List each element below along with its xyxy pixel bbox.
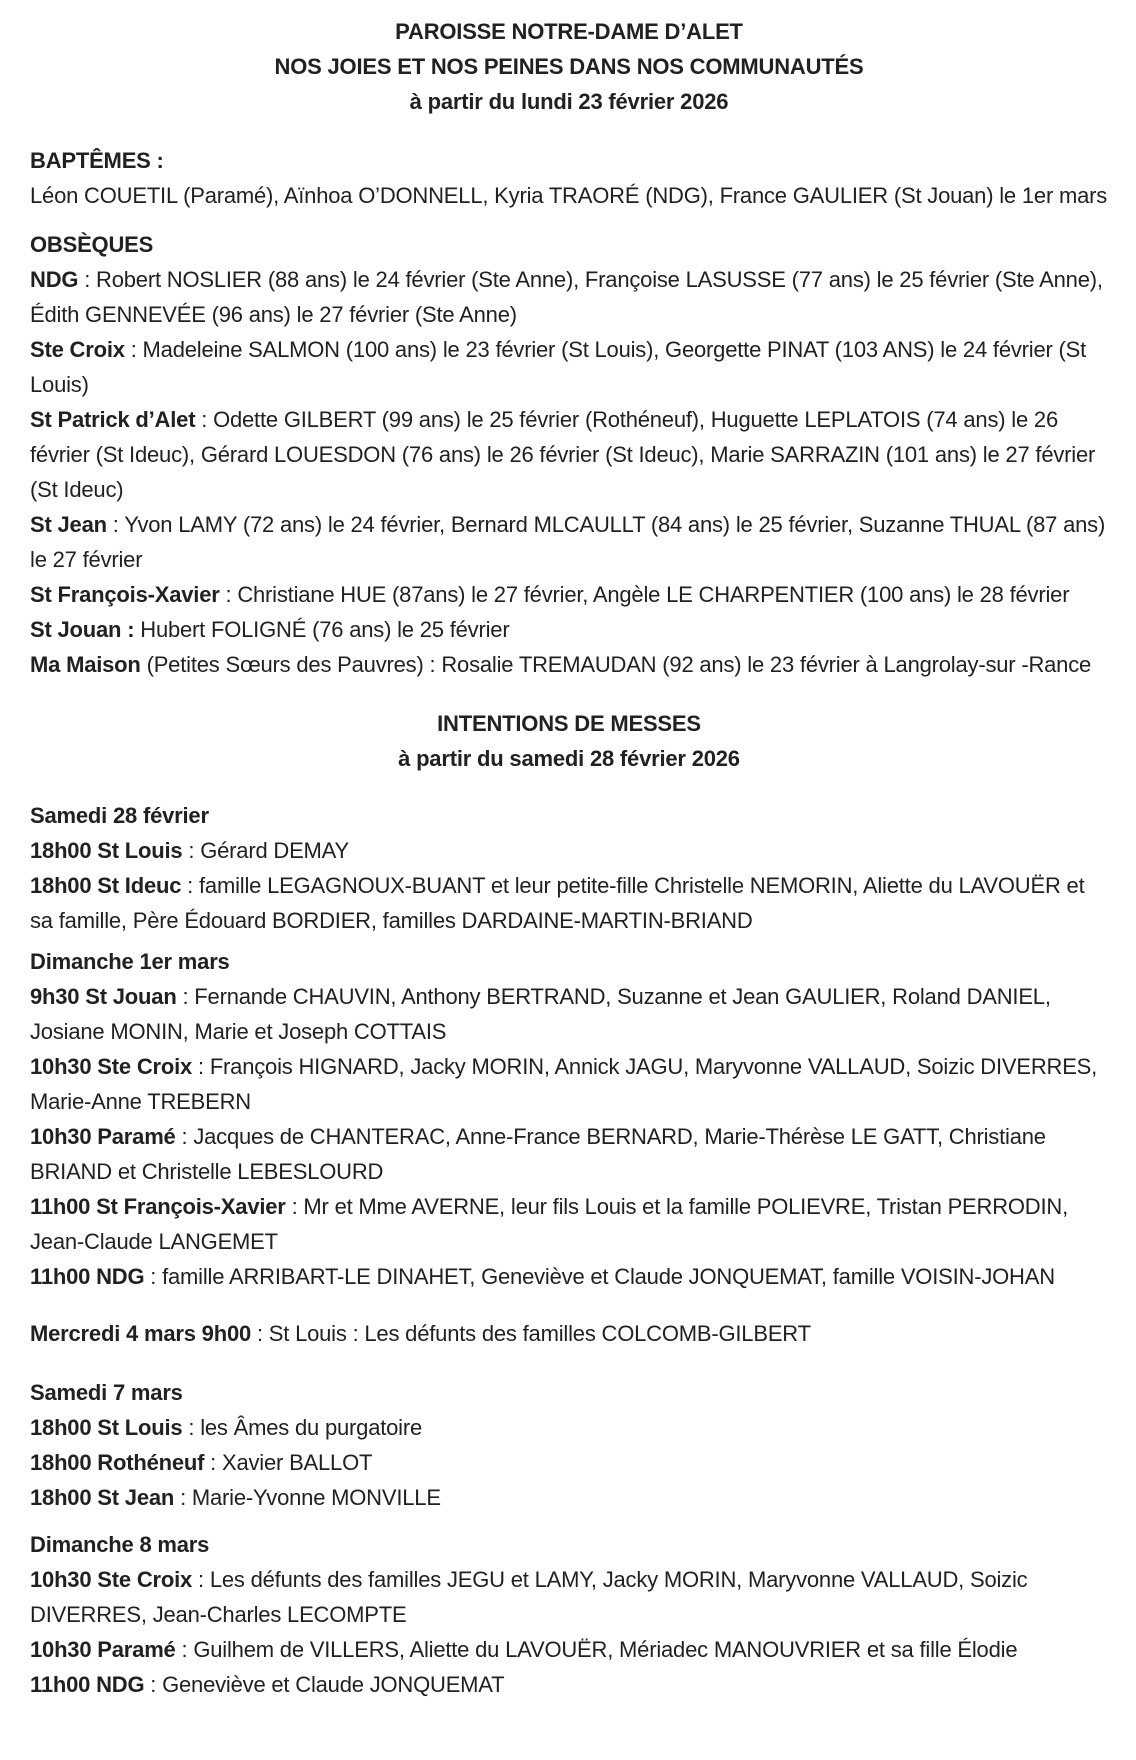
messe-samedi7-18h00-st-jean xyxy=(30,1480,1108,1515)
text-run-bold: 11h00 NDG xyxy=(30,1264,145,1289)
title-line-1 xyxy=(30,14,1108,49)
text-run: Hubert FOLIGNÉ (76 ans) le 25 février xyxy=(134,617,510,642)
text-run: : François HIGNARD, Jacky MORIN, Annick JAGU, Maryvonne VALLAUD, Soizic DIVERRES, Marie-Anne TREBERN xyxy=(30,1054,1098,1114)
messe-dimanche8-11h00-ndg xyxy=(30,1667,1108,1702)
text-run-bold: Mercredi 4 mars 9h00 xyxy=(30,1321,252,1346)
text-run-bold: 10h30 Paramé xyxy=(30,1124,176,1149)
text-run: : Robert NOSLIER (88 ans) le 24 février (Ste Anne), Françoise LASUSSE (77 ans) le 25 février (Ste Anne), Édith GENNEVÉE (96 ans) le 27 février (Ste Anne) xyxy=(30,267,1103,327)
paragraph-gap xyxy=(30,1294,1108,1316)
obseques-ma-maison xyxy=(30,647,1108,682)
text-run: : les Âmes du purgatoire xyxy=(182,1415,423,1440)
text-run-bold: 18h00 Rothéneuf xyxy=(30,1450,205,1475)
text-run-bold: 18h00 St Ideuc xyxy=(30,873,182,898)
text-run-bold: Dimanche 8 mars xyxy=(30,1532,210,1557)
text-run-bold: 11h00 NDG xyxy=(30,1672,145,1697)
messe-dimanche8-10h30-ste-croix xyxy=(30,1562,1108,1632)
text-run-bold: 11h00 St François-Xavier xyxy=(30,1194,286,1219)
text-run-bold: Ma Maison xyxy=(30,652,141,677)
text-run-bold: Ste Croix xyxy=(30,337,125,362)
text-run-bold: St François-Xavier xyxy=(30,582,220,607)
text-run-bold: 9h30 St Jouan xyxy=(30,984,177,1009)
text-run-bold: 10h30 Paramé xyxy=(30,1637,176,1662)
text-run-bold: St Jean xyxy=(30,512,107,537)
messe-samedi28-18h00-st-ideuc xyxy=(30,868,1108,938)
messe-dimanche1-10h30-parame xyxy=(30,1119,1108,1189)
text-run-bold: à partir du lundi 23 février 2026 xyxy=(409,89,729,114)
text-run: : Geneviève et Claude JONQUEMAT xyxy=(144,1672,505,1697)
paragraph-gap xyxy=(30,682,1108,706)
title-line-2 xyxy=(30,49,1108,84)
obseques-st-jouan xyxy=(30,612,1108,647)
text-run: : Fernande CHAUVIN, Anthony BERTRAND, Suzanne et Jean GAULIER, Roland DANIEL, Josiane MONIN, Marie et Joseph COTTAIS xyxy=(30,984,1051,1044)
text-run: Léon COUETIL (Paramé), Aïnhoa O’DONNELL, Kyria TRAORÉ (NDG), France GAULIER (St Jouan) le 1er mars xyxy=(30,183,1108,208)
text-run: : Marie-Yvonne MONVILLE xyxy=(174,1485,441,1510)
text-run: : Les défunts des familles JEGU et LAMY, Jacky MORIN, Maryvonne VALLAUD, Soizic DIVERRES, Jean-Charles LECOMPTE xyxy=(30,1567,1028,1627)
text-run: : Jacques de CHANTERAC, Anne-France BERNARD, Marie-Thérèse LE GATT, Christiane BRIAND et Christelle LEBESLOURD xyxy=(30,1124,1046,1184)
text-run-bold: NOS JOIES ET NOS PEINES DANS NOS COMMUNAUTÉS xyxy=(274,54,864,79)
obseques-st-jean xyxy=(30,507,1108,577)
messe-samedi7-18h00-rotheneuf xyxy=(30,1445,1108,1480)
messe-dimanche1-11h00-ndg xyxy=(30,1259,1108,1294)
text-run-bold: 10h30 Ste Croix xyxy=(30,1567,193,1592)
text-run-bold: 10h30 Ste Croix xyxy=(30,1054,193,1079)
text-run-bold: PAROISSE NOTRE-DAME D’ALET xyxy=(395,19,743,44)
text-run: : Mr et Mme AVERNE, leur fils Louis et la famille POLIEVRE, Tristan PERRODIN, Jean-Claude LANGEMET xyxy=(30,1194,1069,1254)
obseques-ste-croix xyxy=(30,332,1108,402)
paragraph-gap xyxy=(30,213,1108,227)
text-run-bold: INTENTIONS DE MESSES xyxy=(437,711,701,736)
text-run-bold: Dimanche 1er mars xyxy=(30,949,230,974)
text-run: : Madeleine SALMON (100 ans) le 23 février (St Louis), Georgette PINAT (103 ANS) le 24 février (St Louis) xyxy=(30,337,1087,397)
messe-dimanche1-11h00-st-francois-xavier xyxy=(30,1189,1108,1259)
paragraph-gap xyxy=(30,1515,1108,1527)
title-line-3 xyxy=(30,84,1108,119)
text-run: : Guilhem de VILLERS, Aliette du LAVOUËR, Mériadec MANOUVRIER et sa fille Élodie xyxy=(175,1637,1018,1662)
text-run: : Odette GILBERT (99 ans) le 25 février (Rothéneuf), Huguette LEPLATOIS (74 ans) le 26 février (St Ideuc), Gérard LOUESDON (76 ans) le 26 février (St Ideuc), Marie SARRAZIN (101 ans) le 27 février (St Ideuc) xyxy=(30,407,1096,502)
messe-mercredi-4-mars xyxy=(30,1316,1108,1351)
text-run: : Xavier BALLOT xyxy=(204,1450,373,1475)
date-heading-dimanche-8-mars xyxy=(30,1527,1108,1562)
text-run-bold: St Patrick d’Alet xyxy=(30,407,196,432)
messe-dimanche1-10h30-ste-croix xyxy=(30,1049,1108,1119)
text-run: : Christiane HUE (87ans) le 27 février, Angèle LE CHARPENTIER (100 ans) le 28 février xyxy=(219,582,1070,607)
date-heading-dimanche-1er-mars xyxy=(30,944,1108,979)
text-run-bold: St Jouan : xyxy=(30,617,135,642)
text-run: (Petites Sœurs des Pauvres) : Rosalie TREMAUDAN (92 ans) le 23 février à Langrolay-sur -Rance xyxy=(140,652,1092,677)
messe-samedi7-18h00-st-louis xyxy=(30,1410,1108,1445)
text-run-bold: OBSÈQUES xyxy=(30,232,154,257)
paragraph-gap xyxy=(30,1351,1108,1375)
messe-dimanche1-9h30-st-jouan xyxy=(30,979,1108,1049)
text-run-bold: Samedi 28 février xyxy=(30,803,209,828)
messe-dimanche8-10h30-parame xyxy=(30,1632,1108,1667)
section-heading-obseques xyxy=(30,227,1108,262)
text-run-bold: 18h00 St Jean xyxy=(30,1485,175,1510)
date-heading-samedi-7-mars xyxy=(30,1375,1108,1410)
text-run: : Gérard DEMAY xyxy=(182,838,349,863)
text-run-bold: NDG xyxy=(30,267,79,292)
text-run: : famille LEGAGNOUX-BUANT et leur petite-fille Christelle NEMORIN, Aliette du LAVOUËR et sa famille, Père Édouard BORDIER, familles DARDAINE-MARTIN-BRIAND xyxy=(30,873,1085,933)
intentions-subtitle xyxy=(30,741,1108,776)
text-run-bold: BAPTÊMES : xyxy=(30,148,164,173)
text-run: : Yvon LAMY (72 ans) le 24 février, Bernard MLCAULLT (84 ans) le 25 février, Suzanne THUAL (87 ans) le 27 février xyxy=(30,512,1106,572)
messe-samedi28-18h00-st-louis xyxy=(30,833,1108,868)
text-run: : St Louis : Les défunts des familles COLCOMB-GILBERT xyxy=(251,1321,811,1346)
text-run-bold: 18h00 St Louis xyxy=(30,1415,183,1440)
text-run-bold: Samedi 7 mars xyxy=(30,1380,183,1405)
obseques-st-patrick xyxy=(30,402,1108,507)
obseques-st-francois-xavier xyxy=(30,577,1108,612)
text-run: : famille ARRIBART-LE DINAHET, Geneviève et Claude JONQUEMAT, famille VOISIN-JOHAN xyxy=(144,1264,1055,1289)
paragraph-gap xyxy=(30,776,1108,798)
text-run-bold: à partir du samedi 28 février 2026 xyxy=(398,746,740,771)
paragraph-gap xyxy=(30,119,1108,143)
date-heading-samedi-28-fevrier xyxy=(30,798,1108,833)
baptemes-list xyxy=(30,178,1108,213)
obseques-ndg xyxy=(30,262,1108,332)
section-heading-baptemes xyxy=(30,143,1108,178)
text-run-bold: 18h00 St Louis xyxy=(30,838,183,863)
intentions-heading xyxy=(30,706,1108,741)
